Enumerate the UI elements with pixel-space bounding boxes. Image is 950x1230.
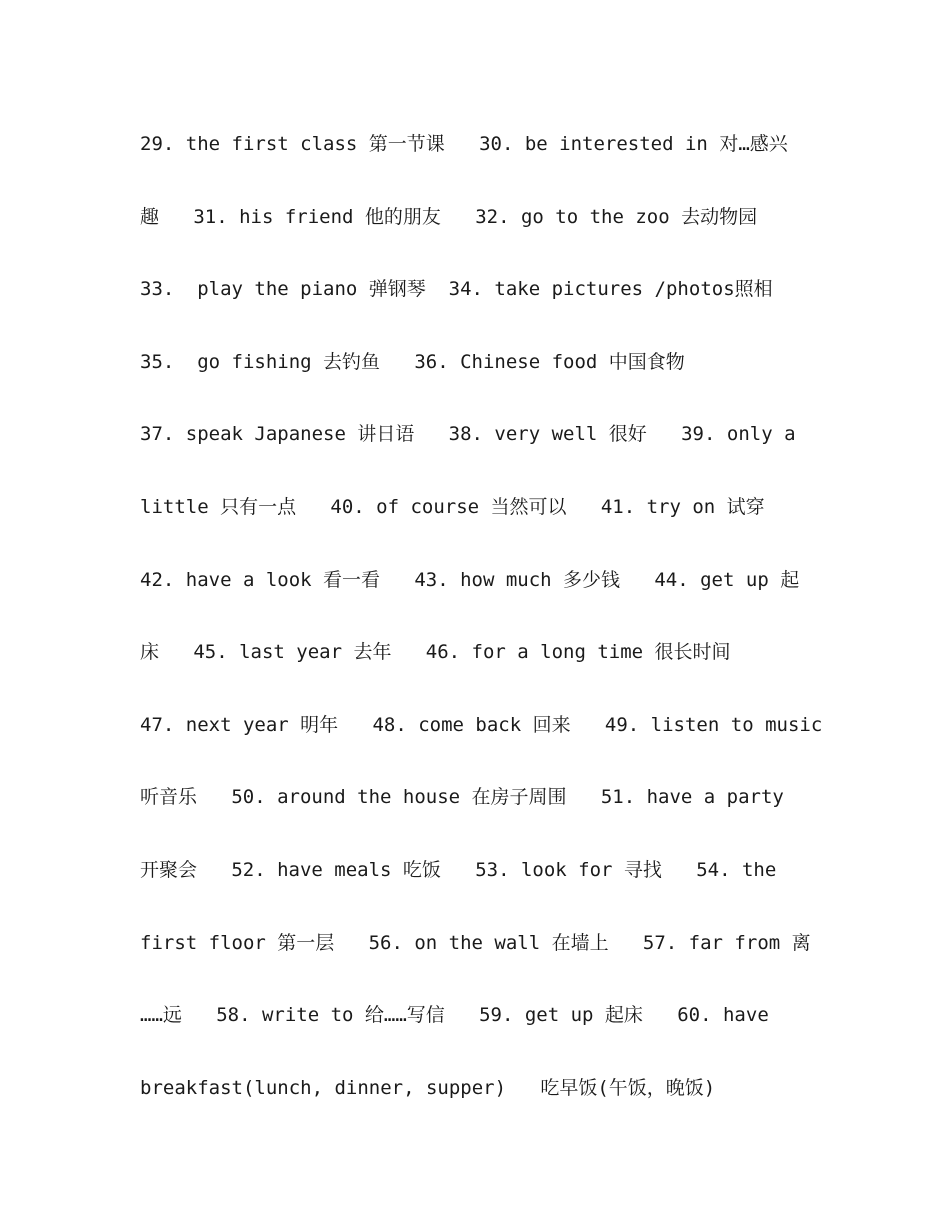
text-line: 床 45. last year 去年 46. for a long time 很长时间 (140, 641, 731, 664)
vocabulary-list (140, 126, 823, 1142)
text-line: 听音乐 50. around the house 在房子周围 51. have a party (140, 786, 784, 809)
text-line: ……远 58. write to 给……写信 59. get up 起床 60. have (140, 1004, 769, 1027)
text-line: 47. next year 明年 48. come back 回来 49. listen to music (140, 713, 823, 736)
text-line: 42. have a look 看一看 43. how much 多少钱 44. get up 起 (140, 568, 800, 591)
text-line: 35. go fishing 去钓鱼 36. Chinese food 中国食物 (140, 350, 685, 373)
text-line: 趣 31. his friend 他的朋友 32. go to the zoo 去动物园 (140, 205, 758, 228)
text-line: breakfast(lunch, dinner, supper) 吃早饭(午饭，晚饭) (140, 1076, 716, 1099)
text-line: first floor 第一层 56. on the wall 在墙上 57. far from 离 (140, 931, 811, 954)
text-line: little 只有一点 40. of course 当然可以 41. try on 试穿 (140, 495, 765, 518)
text-line: 29. the first class 第一节课 30. be interested in 对…感兴 (140, 133, 788, 155)
text-line: 开聚会 52. have meals 吃饭 53. look for 寻找 54. the (140, 858, 777, 881)
text-line: 33. play the piano 弹钢琴 34. take pictures /photos照相 (140, 278, 773, 301)
text-line: 37. speak Japanese 讲日语 38. very well 很好 39. only a (140, 423, 796, 446)
